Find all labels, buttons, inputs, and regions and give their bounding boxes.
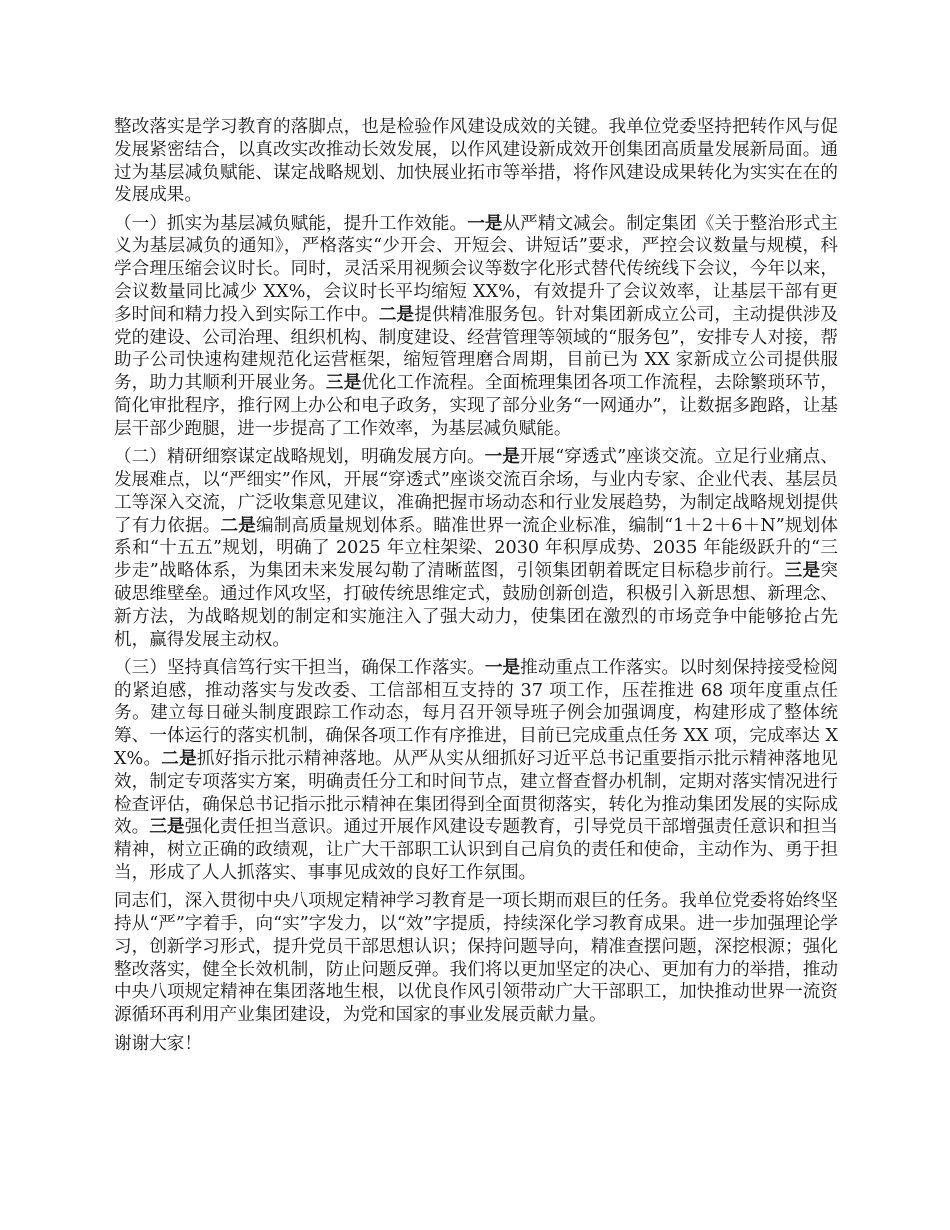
bold-lead-text: 一是 (484, 446, 520, 468)
paragraph-text: 编制高质量规划体系。瞄准世界一流企业标准，编制“1＋2＋6＋N”规划体系和“十五五”规划，明确了 2025 年立柱架梁、2030 年积厚成势、2035 年能级跃升的“三步走”战略体系，为集团未来发展勾勒了清晰蓝图，引领集团朝着既定目标稳步前行。 (114, 515, 838, 582)
bold-lead-text: 一是 (484, 656, 521, 678)
bold-lead-text: 一是 (467, 212, 503, 234)
bold-lead-text: 三是 (149, 816, 185, 838)
paragraph-text: 优化工作流程。全面梳理集团各项工作流程，去除繁琐环节，简化审批程序，推行网上办公和电子政务，实现了部分业务“一网通办”，让数据多跑路，让基层干部少跑腿，进一步提高了工作效率，为基层减负赋能。 (114, 373, 838, 439)
section-three-paragraph (114, 657, 838, 885)
section-two-paragraph (114, 446, 838, 651)
paragraph-text: 抓好指示批示精神落地。从严从实从细抓好习近平总书记重要指示批示精神落地见效，制定专项落实方案，明确责任分工和时间节点，建立督查督办机制，定期对落实情况进行检查评估，确保总书记指示批示精神在集团得到全面贯彻落实，转化为推动集团发展的实际成效。 (114, 749, 838, 838)
paragraph-text: 同志们，深入贯彻中央八项规定精神学习教育是一项长期而艰巨的任务。我单位党委将始终坚持从“严”字着手，向“实”字发力，以“效”字提质，持续深化学习教育成果。进一步加强理论学习，创新学习形式，提升党员干部思想认识；保持问题导向，精准查摆问题，深挖根源；强化整改落实，健全长效机制，防止问题反弹。我们将以更加坚定的决心、更加有力的举措，推动中央八项规定精神在集团落地生根，以优良作风引领带动广大干部职工，加快推动世界一流资源循环再利用产业集团建设，为党和国家的事业发展贡献力量。 (114, 891, 838, 1026)
section-one-paragraph (114, 213, 838, 441)
paragraph-text: （一）抓实为基层减负赋能，提升工作效能。 (114, 213, 468, 234)
paragraph-text: 提供精准服务包。针对集团新成立公司，主动提供涉及党的建设、公司治理、组织机构、制度建设、经营管理等领域的“服务包”，安排专人对接，帮助子公司快速构建规范化运营框架，缩短管理磨合周期，目前已为 XX 家新成立公司提供服务，助力其顺利开展业务。 (114, 304, 838, 394)
bold-lead-text: 三是 (784, 560, 821, 582)
bold-lead-text: 三是 (325, 372, 362, 394)
paragraph-text: 突破思维壁垒。通过作风攻坚，打破传统思维定式，鼓励创新创造，积极引入新思想、新理念、新方法，为战略规划的制定和实施注入了强大动力，使集团在激烈的市场竞争中能够抢占先机，赢得发展主动权。 (114, 561, 838, 650)
document-body (114, 116, 838, 1061)
paragraph-text: 强化责任担当意识。通过开展作风建设专题教育，引导党员干部增强责任意识和担当精神，树立正确的政绩观，让广大干部职工认识到自己肩负的责任和使命，主动作为、勇于担当，形成了人人抓落实、事事见成效的良好工作氛围。 (114, 817, 838, 883)
bold-lead-text: 二是 (220, 514, 256, 536)
bold-lead-text: 二是 (378, 303, 415, 325)
intro-paragraph (114, 116, 838, 207)
paragraph-text: （三）坚持真信笃行实干担当，确保工作落实。 (114, 657, 485, 678)
closing-paragraph (114, 890, 838, 1027)
paragraph-text: （二）精研细察谋定战略规划，明确发展方向。 (114, 447, 485, 468)
paragraph-text: 整改落实是学习教育的落脚点，也是检验作风建设成效的关键。我单位党委坚持把转作风与促发展紧密结合，以真改实改推动长效发展，以作风建设新成效开创集团高质量发展新局面。通过为基层减负赋能、谋定战略规划、加快展业拓市等举措，将作风建设成果转化为实实在在的发展成果。 (114, 117, 838, 206)
paragraph-text: 推动重点工作落实。以时刻保持接受检阅的紧迫感，推动落实与发改委、工信部相互支持的 37 项工作，压茬推进 68 项年度重点任务。建立每日碰头制度跟踪工作动态，每月召开领导班子例会加强调度，构建形成了整体统筹、一体运行的落实机制，确保各项工作有序推进，目前已完成重点任务 XX 项，完成率达 XX%。 (114, 657, 838, 770)
thanks-paragraph (114, 1033, 838, 1056)
bold-lead-text: 二是 (161, 748, 197, 770)
paragraph-text: 从严精文减会。制定集团《关于整治形式主义为基层减负的通知》，严格落实“少开会、开短会、讲短话”要求，严控会议数量与规模，科学合理压缩会议时长。同时，灵活采用视频会议等数字化形式替代传统线下会议，今年以来，会议数量同比减少 XX%，会议时长平均缩短 XX%，有效提升了会议效率，让基层干部有更多时间和精力投入到实际工作中。 (114, 213, 838, 325)
paragraph-text: 谢谢大家！ (114, 1033, 202, 1054)
paragraph-text: 开展“穿透式”座谈交流。立足行业痛点、发展难点，以“严细实”作风，开展“穿透式”座谈交流百余场，与业内专家、企业代表、基层员工等深入交流，广泛收集意见建议，准确把握市场动态和行业发展趋势，为制定战略规划提供了有力依据。 (114, 447, 838, 536)
